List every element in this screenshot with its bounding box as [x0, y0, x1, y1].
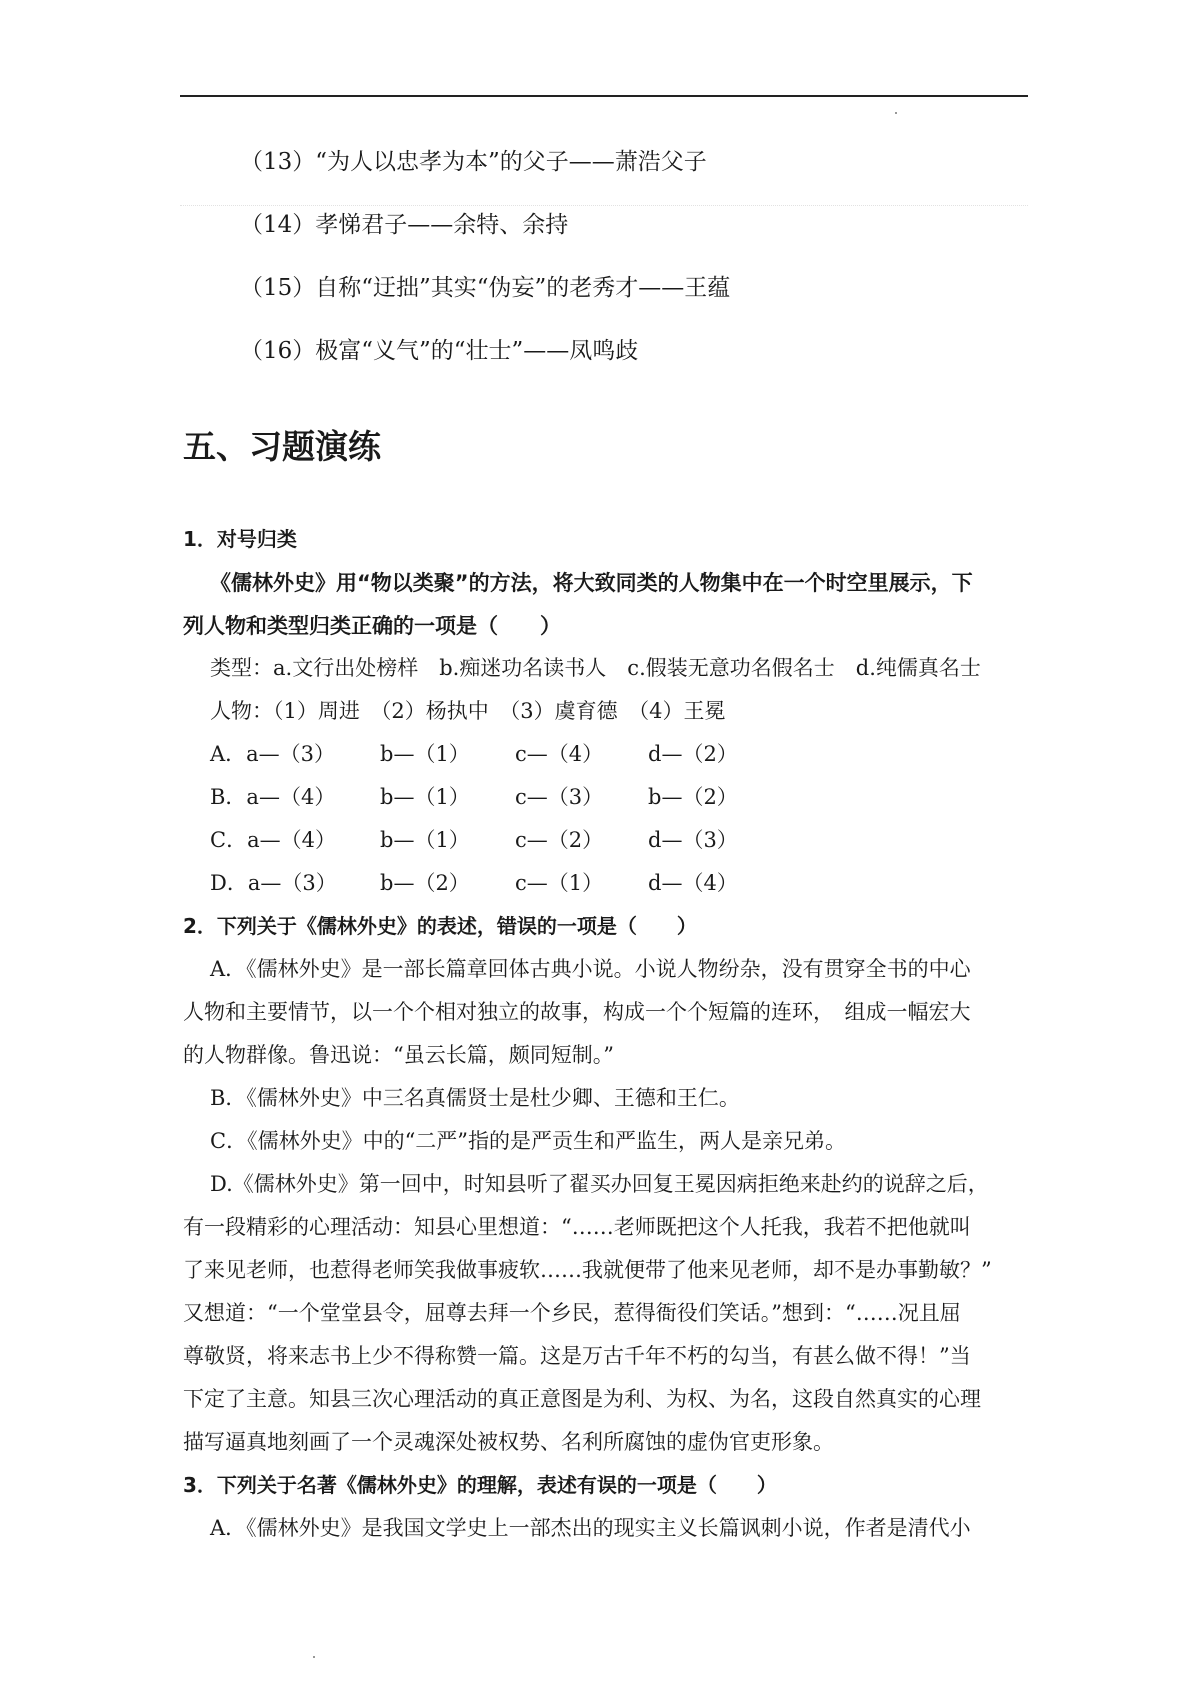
question-2-line: C．《儒林外史》中的“二严”指的是严贡生和严监生，两人是亲兄弟。	[210, 1129, 847, 1153]
option-cell: b—（1）	[380, 742, 470, 766]
question-1-people: 人物：（1）周进 （2）杨执中 （3）虞育德 （4）王冕	[210, 699, 726, 723]
speck-mark	[895, 112, 897, 114]
character-list-item: （14）孝悌君子——余特、余持	[240, 212, 569, 238]
option-cell: d—（2）	[648, 742, 738, 766]
question-2-title: 2．下列关于《儒林外史》的表述，错误的一项是（ ）	[183, 914, 697, 938]
question-2-line: 了来见老师，也惹得老师笑我做事疲软……我就便带了他来见老师，却不是办事勤敏？”	[183, 1258, 992, 1282]
question-3-title: 3．下列关于名著《儒林外史》的理解，表述有误的一项是（ ）	[183, 1473, 777, 1497]
question-2-line: 人物和主要情节，以一个个相对独立的故事，构成一个个短篇的连环， 组成一幅宏大	[183, 1000, 971, 1024]
option-cell: d—（3）	[648, 828, 738, 852]
option-cell: d—（4）	[648, 871, 738, 895]
question-2-line: 又想道：“一个堂堂县令，屈尊去拜一个乡民，惹得衙役们笑话。”想到：“……况且屈	[183, 1301, 961, 1325]
option-cell: B．a—（4）	[210, 785, 336, 809]
question-2-line: B．《儒林外史》中三名真儒贤士是杜少卿、王德和王仁。	[210, 1086, 740, 1110]
option-cell: b—（2）	[380, 871, 470, 895]
option-cell: c—（1）	[515, 871, 604, 895]
option-cell: c—（2）	[515, 828, 604, 852]
header-rule	[180, 95, 1028, 97]
option-cell: D．a—（3）	[210, 871, 337, 895]
option-cell: b—（1）	[380, 828, 470, 852]
question-1-stem-line: 《儒林外史》用“物以类聚”的方法，将大致同类的人物集中在一个时空里展示，下	[210, 571, 973, 595]
question-1-stem-line: 列人物和类型归类正确的一项是（ ）	[183, 614, 561, 638]
option-cell: c—（4）	[515, 742, 604, 766]
section-heading: 五、习题演练	[183, 427, 381, 466]
question-3-line: A．《儒林外史》是我国文学史上一部杰出的现实主义长篇讽刺小说，作者是清代小	[210, 1516, 971, 1540]
character-list-item: （15）自称“迂拙”其实“伪妄”的老秀才——王蕴	[240, 275, 731, 301]
character-list-item: （13）“为人以忠孝为本”的父子——萧浩父子	[240, 149, 707, 175]
question-2-line: 尊敬贤，将来志书上少不得称赞一篇。这是万古千年不朽的勾当，有甚么做不得！”当	[183, 1344, 971, 1368]
question-2-line: A．《儒林外史》是一部长篇章回体古典小说。小说人物纷杂，没有贯穿全书的中心	[210, 957, 971, 981]
question-1-types: 类型：a.文行出处榜样 b.痴迷功名读书人 c.假装无意功名假名士 d.纯儒真名士	[210, 656, 981, 680]
option-cell: C．a—（4）	[210, 828, 336, 852]
question-1-title: 1．对号归类	[183, 527, 297, 551]
question-2-line: 描写逼真地刻画了一个灵魂深处被权势、名利所腐蚀的虚伪官吏形象。	[183, 1430, 834, 1454]
option-cell: A．a—（3）	[210, 742, 336, 766]
character-list-item: （16）极富“义气”的“壮士”——凤鸣歧	[240, 338, 639, 364]
question-2-line: 有一段精彩的心理活动：知县心里想道：“……老师既把这个人托我，我若不把他就叫	[183, 1215, 971, 1239]
speck-mark	[313, 1656, 315, 1658]
question-2-line: 下定了主意。知县三次心理活动的真正意图是为利、为权、为名，这段自然真实的心理	[183, 1387, 981, 1411]
question-2-line: 的人物群像。鲁迅说：“虽云长篇，颇同短制。”	[183, 1043, 614, 1067]
option-cell: c—（3）	[515, 785, 604, 809]
option-cell: b—（2）	[648, 785, 738, 809]
question-2-line: D.《儒林外史》第一回中，时知县听了翟买办回复王冕因病拒绝来赴约的说辞之后，	[210, 1172, 989, 1196]
faint-dotted-rule	[180, 205, 1028, 206]
option-cell: b—（1）	[380, 785, 470, 809]
